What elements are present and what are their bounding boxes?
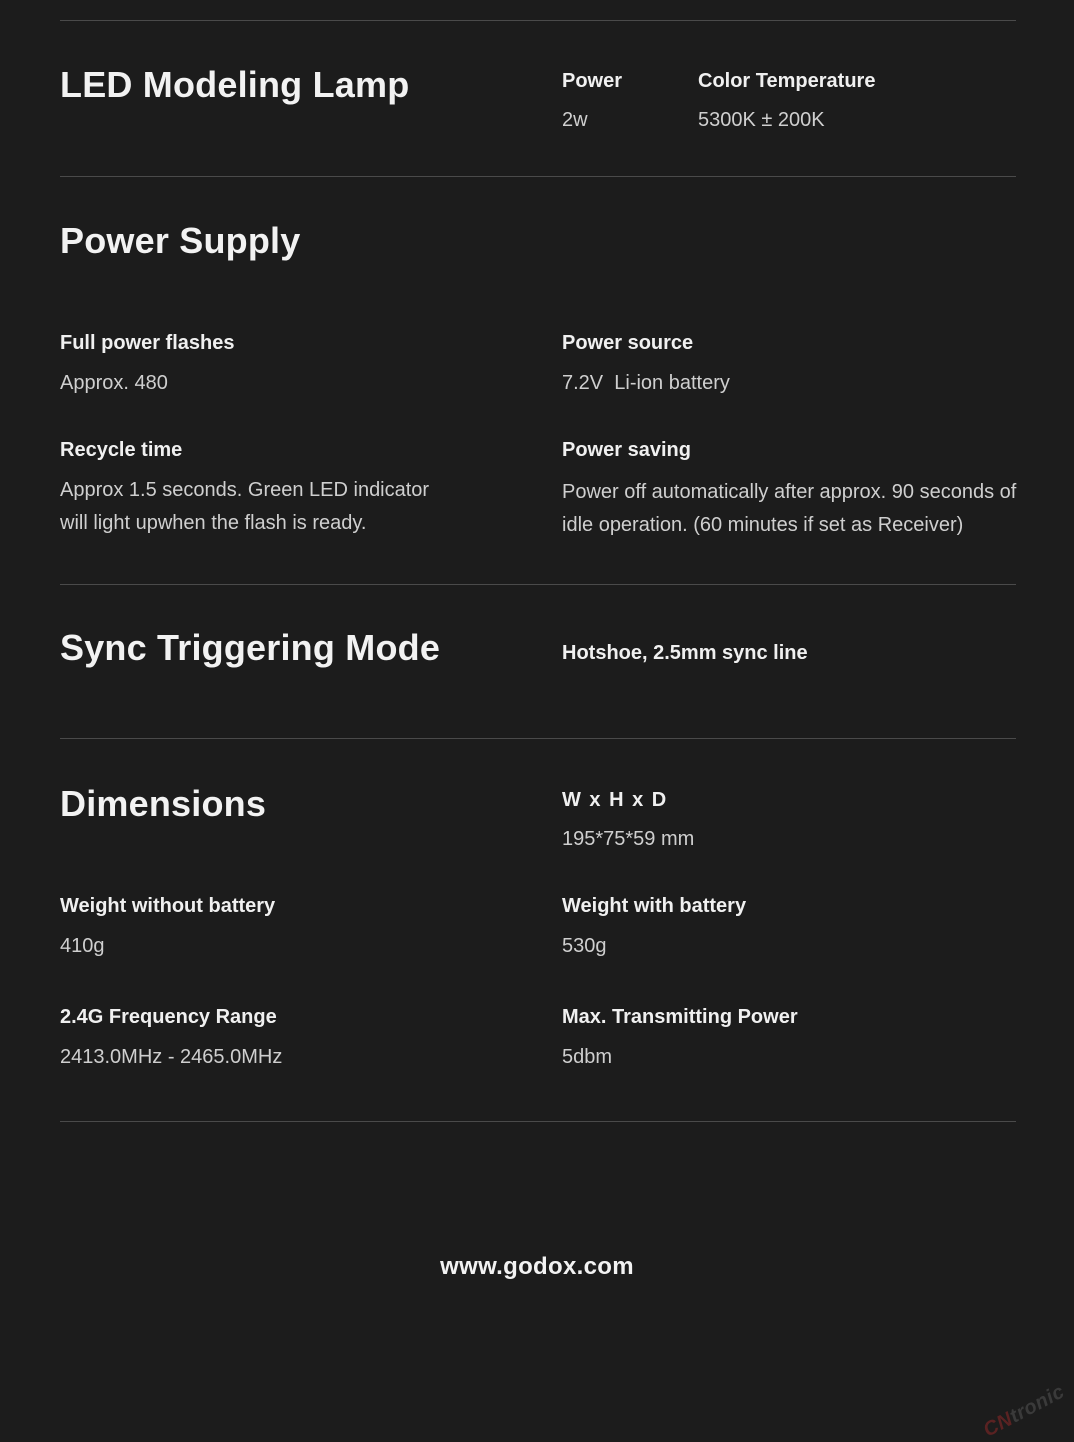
spec-value-frequency-range: 2413.0MHz - 2465.0MHz [60,1046,283,1068]
spec-label-power: Power [562,70,623,92]
spec-value-wxhxd: 195*75*59 mm [562,828,695,850]
divider-sync-dimensions [60,738,1016,739]
spec-label-power-source: Power source [562,332,694,354]
spec-label-color-temperature: Color Temperature [698,70,876,92]
watermark-suffix: tronic [1005,1380,1068,1428]
section-title-sync-triggering-mode: Sync Triggering Mode [60,627,441,668]
spec-value-max-transmitting-power: 5dbm [562,1046,613,1068]
spec-label-weight-with-battery: Weight with battery [562,895,747,917]
spec-label-weight-without-battery: Weight without battery [60,895,276,917]
spec-value-power-source: 7.2V Li-ion battery [562,372,730,394]
spec-label-full-power-flashes: Full power flashes [60,332,235,354]
section-title-led-modeling-lamp: LED Modeling Lamp [60,64,410,105]
spec-value-sync-triggering-mode: Hotshoe, 2.5mm sync line [562,642,808,664]
watermark-prefix: CN [979,1408,1017,1442]
spec-value-power: 2w [562,109,588,131]
divider-top [60,20,1016,21]
section-title-power-supply: Power Supply [60,220,301,261]
spec-value-power-saving: Power off automatically after approx. 90 seconds of idle operation. (60 minutes if set as Receiver) [562,481,1017,536]
divider-bottom [60,1121,1016,1122]
spec-label-max-transmitting-power: Max. Transmitting Power [562,1006,798,1028]
divider-led-power [60,176,1016,177]
spec-value-weight-without-battery: 410g [60,935,105,957]
footer-website-link[interactable]: www.godox.com [440,1253,634,1280]
spec-label-power-saving: Power saving [562,439,691,461]
divider-power-sync [60,584,1016,585]
spec-label-frequency-range: 2.4G Frequency Range [60,1006,277,1028]
spec-label-recycle-time: Recycle time [60,439,183,461]
section-title-dimensions: Dimensions [60,783,267,824]
spec-value-recycle-time: Approx 1.5 seconds. Green LED indicator will light upwhen the flash is ready. [60,479,430,534]
spec-value-weight-with-battery: 530g [562,935,607,957]
spec-label-wxhxd: W x H x D [562,789,668,811]
watermark-logo [979,1381,1068,1442]
spec-value-full-power-flashes: Approx. 480 [60,372,168,394]
spec-value-color-temperature: 5300K ± 200K [698,109,825,131]
